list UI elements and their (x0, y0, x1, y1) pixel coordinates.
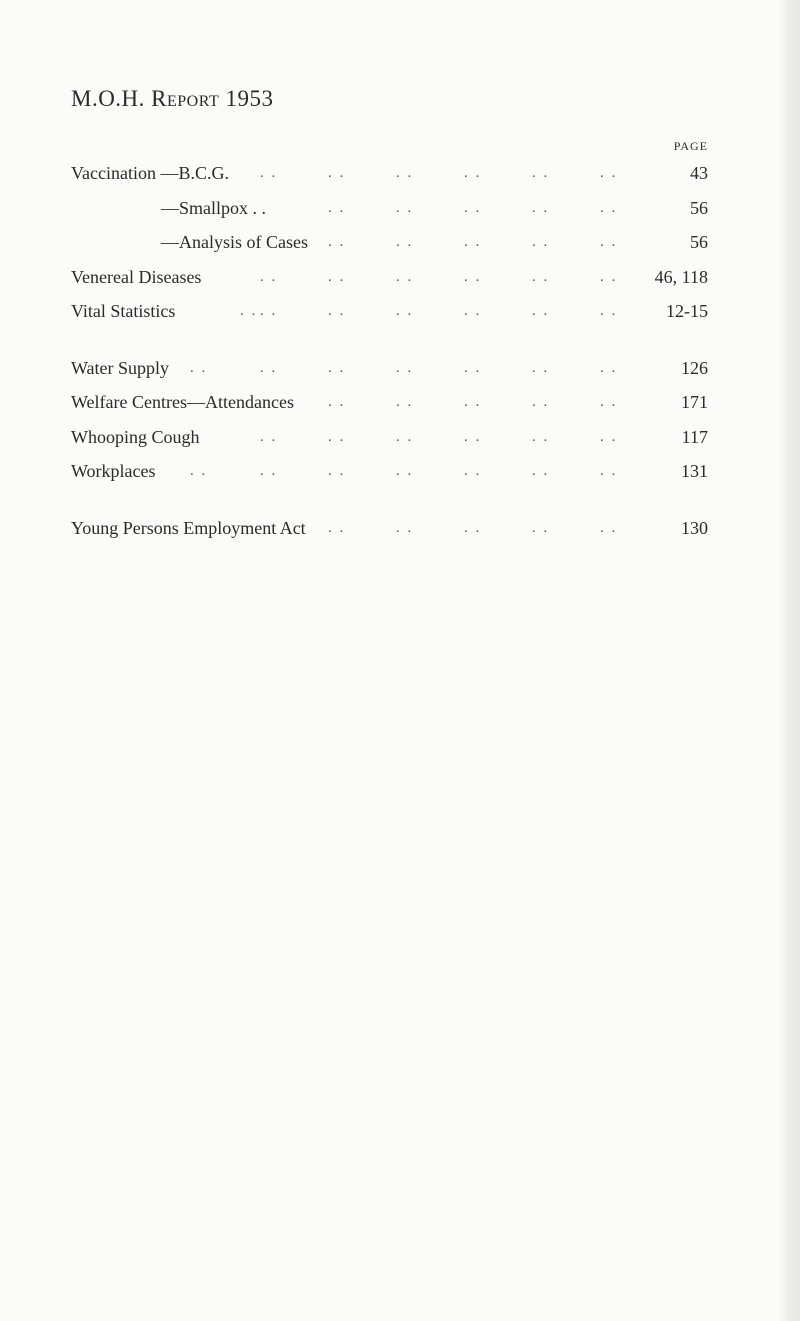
entry-page: 46, 118 (654, 267, 708, 287)
leader: . . (240, 303, 258, 319)
leader: . . (464, 520, 482, 536)
entry-label: Welfare Centres—Attendances (71, 392, 294, 412)
leader: . . (328, 303, 346, 319)
entry-page: 12-15 (666, 301, 708, 321)
entry-page: 131 (681, 461, 708, 481)
leader: . . (600, 269, 618, 285)
leader: . . (600, 360, 618, 376)
leader: . . (600, 520, 618, 536)
leader: . . (396, 200, 414, 216)
leader: . . (396, 520, 414, 536)
leader: . . (396, 269, 414, 285)
leader: . . (328, 429, 346, 445)
leader: . . (328, 234, 346, 250)
index-entry (0, 298, 800, 324)
leader: . . (532, 360, 550, 376)
leader: . . (464, 463, 482, 479)
leader: . . (260, 269, 278, 285)
leader: . . (328, 360, 346, 376)
leader: . . (190, 463, 208, 479)
leader-dots (260, 160, 640, 186)
entry-page: 43 (690, 163, 708, 183)
leader: . . (328, 269, 346, 285)
leader: . . (532, 269, 550, 285)
leader: . . (464, 394, 482, 410)
leader: . . (464, 165, 482, 181)
index-entry (0, 264, 800, 290)
leader: . . (464, 303, 482, 319)
page-title: M.O.H. Report 1953 (71, 86, 274, 111)
index-entry (0, 389, 800, 415)
leader: . . (532, 429, 550, 445)
entry-label: Whooping Cough (71, 427, 200, 447)
leader: . . (532, 165, 550, 181)
entry-page: 171 (681, 392, 708, 412)
index-entry (0, 195, 800, 221)
leader: . . (260, 429, 278, 445)
index-entry (0, 515, 800, 541)
leader: . . (396, 429, 414, 445)
leader: . . (600, 394, 618, 410)
leader: . . (396, 394, 414, 410)
leader-dots (260, 424, 640, 450)
leader: . . (600, 463, 618, 479)
entry-label: Vital Statistics (71, 301, 176, 321)
entry-label: Vaccination —B.C.G. (71, 163, 229, 183)
entry-page: 130 (681, 518, 708, 538)
leader: . . (328, 200, 346, 216)
leader: . . (260, 463, 278, 479)
leader-dots (260, 389, 640, 415)
index-entry (0, 229, 800, 255)
leader: . . (464, 200, 482, 216)
leader: . . (396, 360, 414, 376)
leader-dots (190, 355, 640, 381)
leader: . . (464, 429, 482, 445)
entry-label: Water Supply (71, 358, 170, 378)
leader: . . (532, 303, 550, 319)
entry-page: 126 (681, 358, 708, 378)
leader: . . (600, 234, 618, 250)
leader-dots (190, 458, 640, 484)
entry-label: Workplaces (71, 461, 156, 481)
leader: . . (190, 360, 208, 376)
leader-dots (260, 515, 640, 541)
leader: . . (600, 303, 618, 319)
entry-label: —Analysis of Cases (161, 232, 308, 252)
index-entry (0, 355, 800, 381)
leader: . . (532, 394, 550, 410)
index-entry (0, 160, 800, 186)
leader: . . (600, 200, 618, 216)
leader: . . (396, 165, 414, 181)
leader-dots (260, 264, 640, 290)
leader: . . (260, 303, 278, 319)
leader: . . (532, 463, 550, 479)
leader: . . (532, 234, 550, 250)
leader-dots (260, 195, 640, 221)
leader: . . (328, 520, 346, 536)
leader: . . (396, 303, 414, 319)
entry-page: 117 (681, 427, 708, 447)
leader: . . (396, 234, 414, 250)
leader: . . (328, 165, 346, 181)
leader: . . (600, 165, 618, 181)
leader-dots (260, 229, 640, 255)
entry-label: —Smallpox . . (161, 198, 267, 218)
leader: . . (328, 394, 346, 410)
leader: . . (328, 463, 346, 479)
leader: . . (532, 200, 550, 216)
leader: . . (260, 360, 278, 376)
page-column-header: PAGE (673, 139, 708, 153)
entry-label: Venereal Diseases (71, 267, 202, 287)
leader: . . (464, 269, 482, 285)
leader: . . (464, 360, 482, 376)
leader-dots (240, 298, 640, 324)
leader: . . (600, 429, 618, 445)
entry-page: 56 (690, 232, 708, 252)
index-entry (0, 458, 800, 484)
leader: . . (260, 165, 278, 181)
leader: . . (532, 520, 550, 536)
leader: . . (396, 463, 414, 479)
entry-label: Young Persons Employment Act (71, 518, 306, 538)
entry-page: 56 (690, 198, 708, 218)
leader: . . (464, 234, 482, 250)
index-entry (0, 424, 800, 450)
